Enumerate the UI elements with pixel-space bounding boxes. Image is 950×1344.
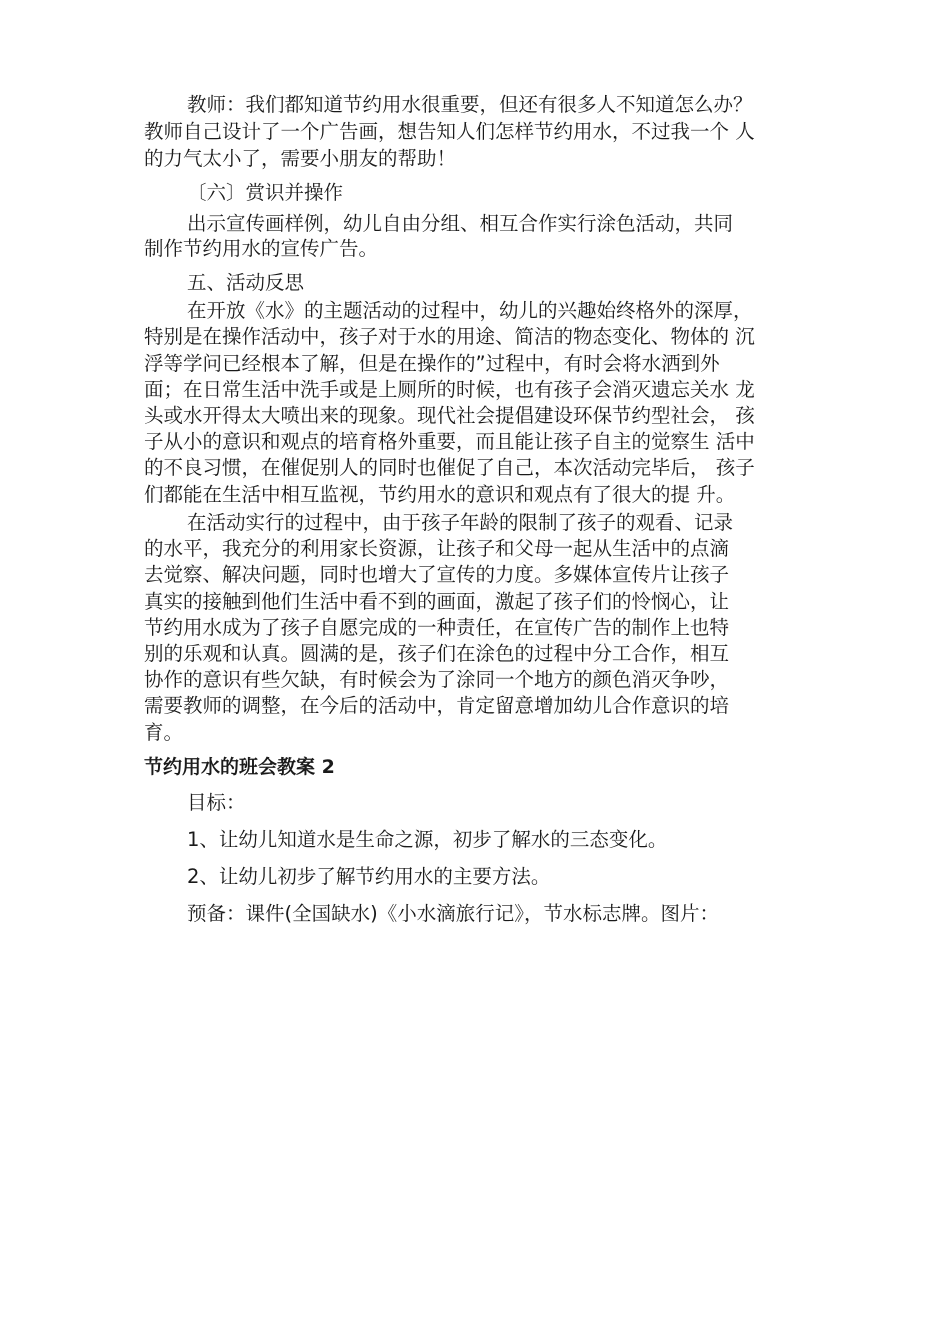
paragraph-line: 的水平，我充分的利用家长资源，让孩子和父母一起从生活中的点滴	[144, 537, 730, 560]
paragraph-line: 在活动实行的过程中，由于孩子年龄的限制了孩子的观看、记录	[187, 511, 734, 534]
paragraph-line: 面；在日常生活中洗手或是上厕所的时候，也有孩子会消灭遗忘关水 龙	[144, 378, 755, 401]
paragraph-line: 教师自己设计了一个广告画，想告知人们怎样节约用水，不过我一个 人	[144, 120, 755, 143]
paragraph-line: 在开放《水》的主题活动的过程中，幼儿的兴趣始终格外的深厚，	[187, 299, 753, 322]
paragraph-line: 节约用水成为了孩子自愿完成的一种责任，在宣传广告的制作上也特	[144, 616, 730, 639]
paragraph-line: 浮等学问已经根本了解，但是在操作的”过程中，有时会将水洒到外	[144, 352, 720, 375]
section-heading: 〔六〕赏识并操作	[187, 181, 344, 204]
paragraph-line: 特别是在操作活动中，孩子对于水的用途、简洁的物态变化、物体的 沉	[144, 325, 755, 348]
paragraph-line: 们都能在生活中相互监视，节约用水的意识和观点有了很大的提 升。	[144, 483, 736, 506]
paragraph-line: 头或水开得太大喷出来的现象。现代社会提倡建设环保节约型社会， 孩	[144, 404, 755, 427]
objective-item: 1、让幼儿知道水是生命之源，初步了解水的三态变化。	[187, 828, 668, 851]
paragraph-line: 需要教师的调整，在今后的活动中，肯定留意增加幼儿合作意识的培	[144, 694, 730, 717]
section-heading: 五、活动反思	[187, 271, 305, 294]
objective-item: 2、让幼儿初步了解节约用水的主要方法。	[187, 865, 551, 888]
paragraph-line: 的不良习惯，在催促别人的同时也催促了自己，本次活动完毕后， 孩子	[144, 456, 755, 479]
paragraph-line: 制作节约用水的宣传广告。	[144, 237, 379, 260]
paragraph-line: 别的乐观和认真。圆满的是，孩子们在涂色的过程中分工合作，相互	[144, 642, 730, 665]
lesson-title: 节约用水的班会教案 2	[144, 756, 335, 778]
objectives-label: 目标：	[187, 791, 246, 814]
paragraph-line: 子从小的意识和观点的培育格外重要，而且能让孩子自主的觉察生 活中	[144, 430, 755, 453]
preparation-line: 预备：课件(全国缺水)《小水滴旅行记》，节水标志牌。图片：	[187, 902, 719, 925]
paragraph-line: 的力气太小了，需要小朋友的帮助！	[144, 147, 457, 170]
paragraph-line: 育。	[144, 721, 184, 744]
paragraph-line: 协作的意识有些欠缺，有时候会为了涂同一个地方的颜色消灭争吵，	[144, 668, 730, 691]
paragraph-line: 教师：我们都知道节约用水很重要，但还有很多人不知道怎么办？	[187, 93, 753, 116]
paragraph-line: 出示宣传画样例，幼儿自由分组、相互合作实行涂色活动，共同	[187, 212, 734, 235]
paragraph-line: 去觉察、解决问题，同时也增大了宣传的力度。多媒体宣传片让孩子	[144, 563, 730, 586]
paragraph-line: 真实的接触到他们生活中看不到的画面，激起了孩子们的怜悯心，让	[144, 590, 730, 613]
